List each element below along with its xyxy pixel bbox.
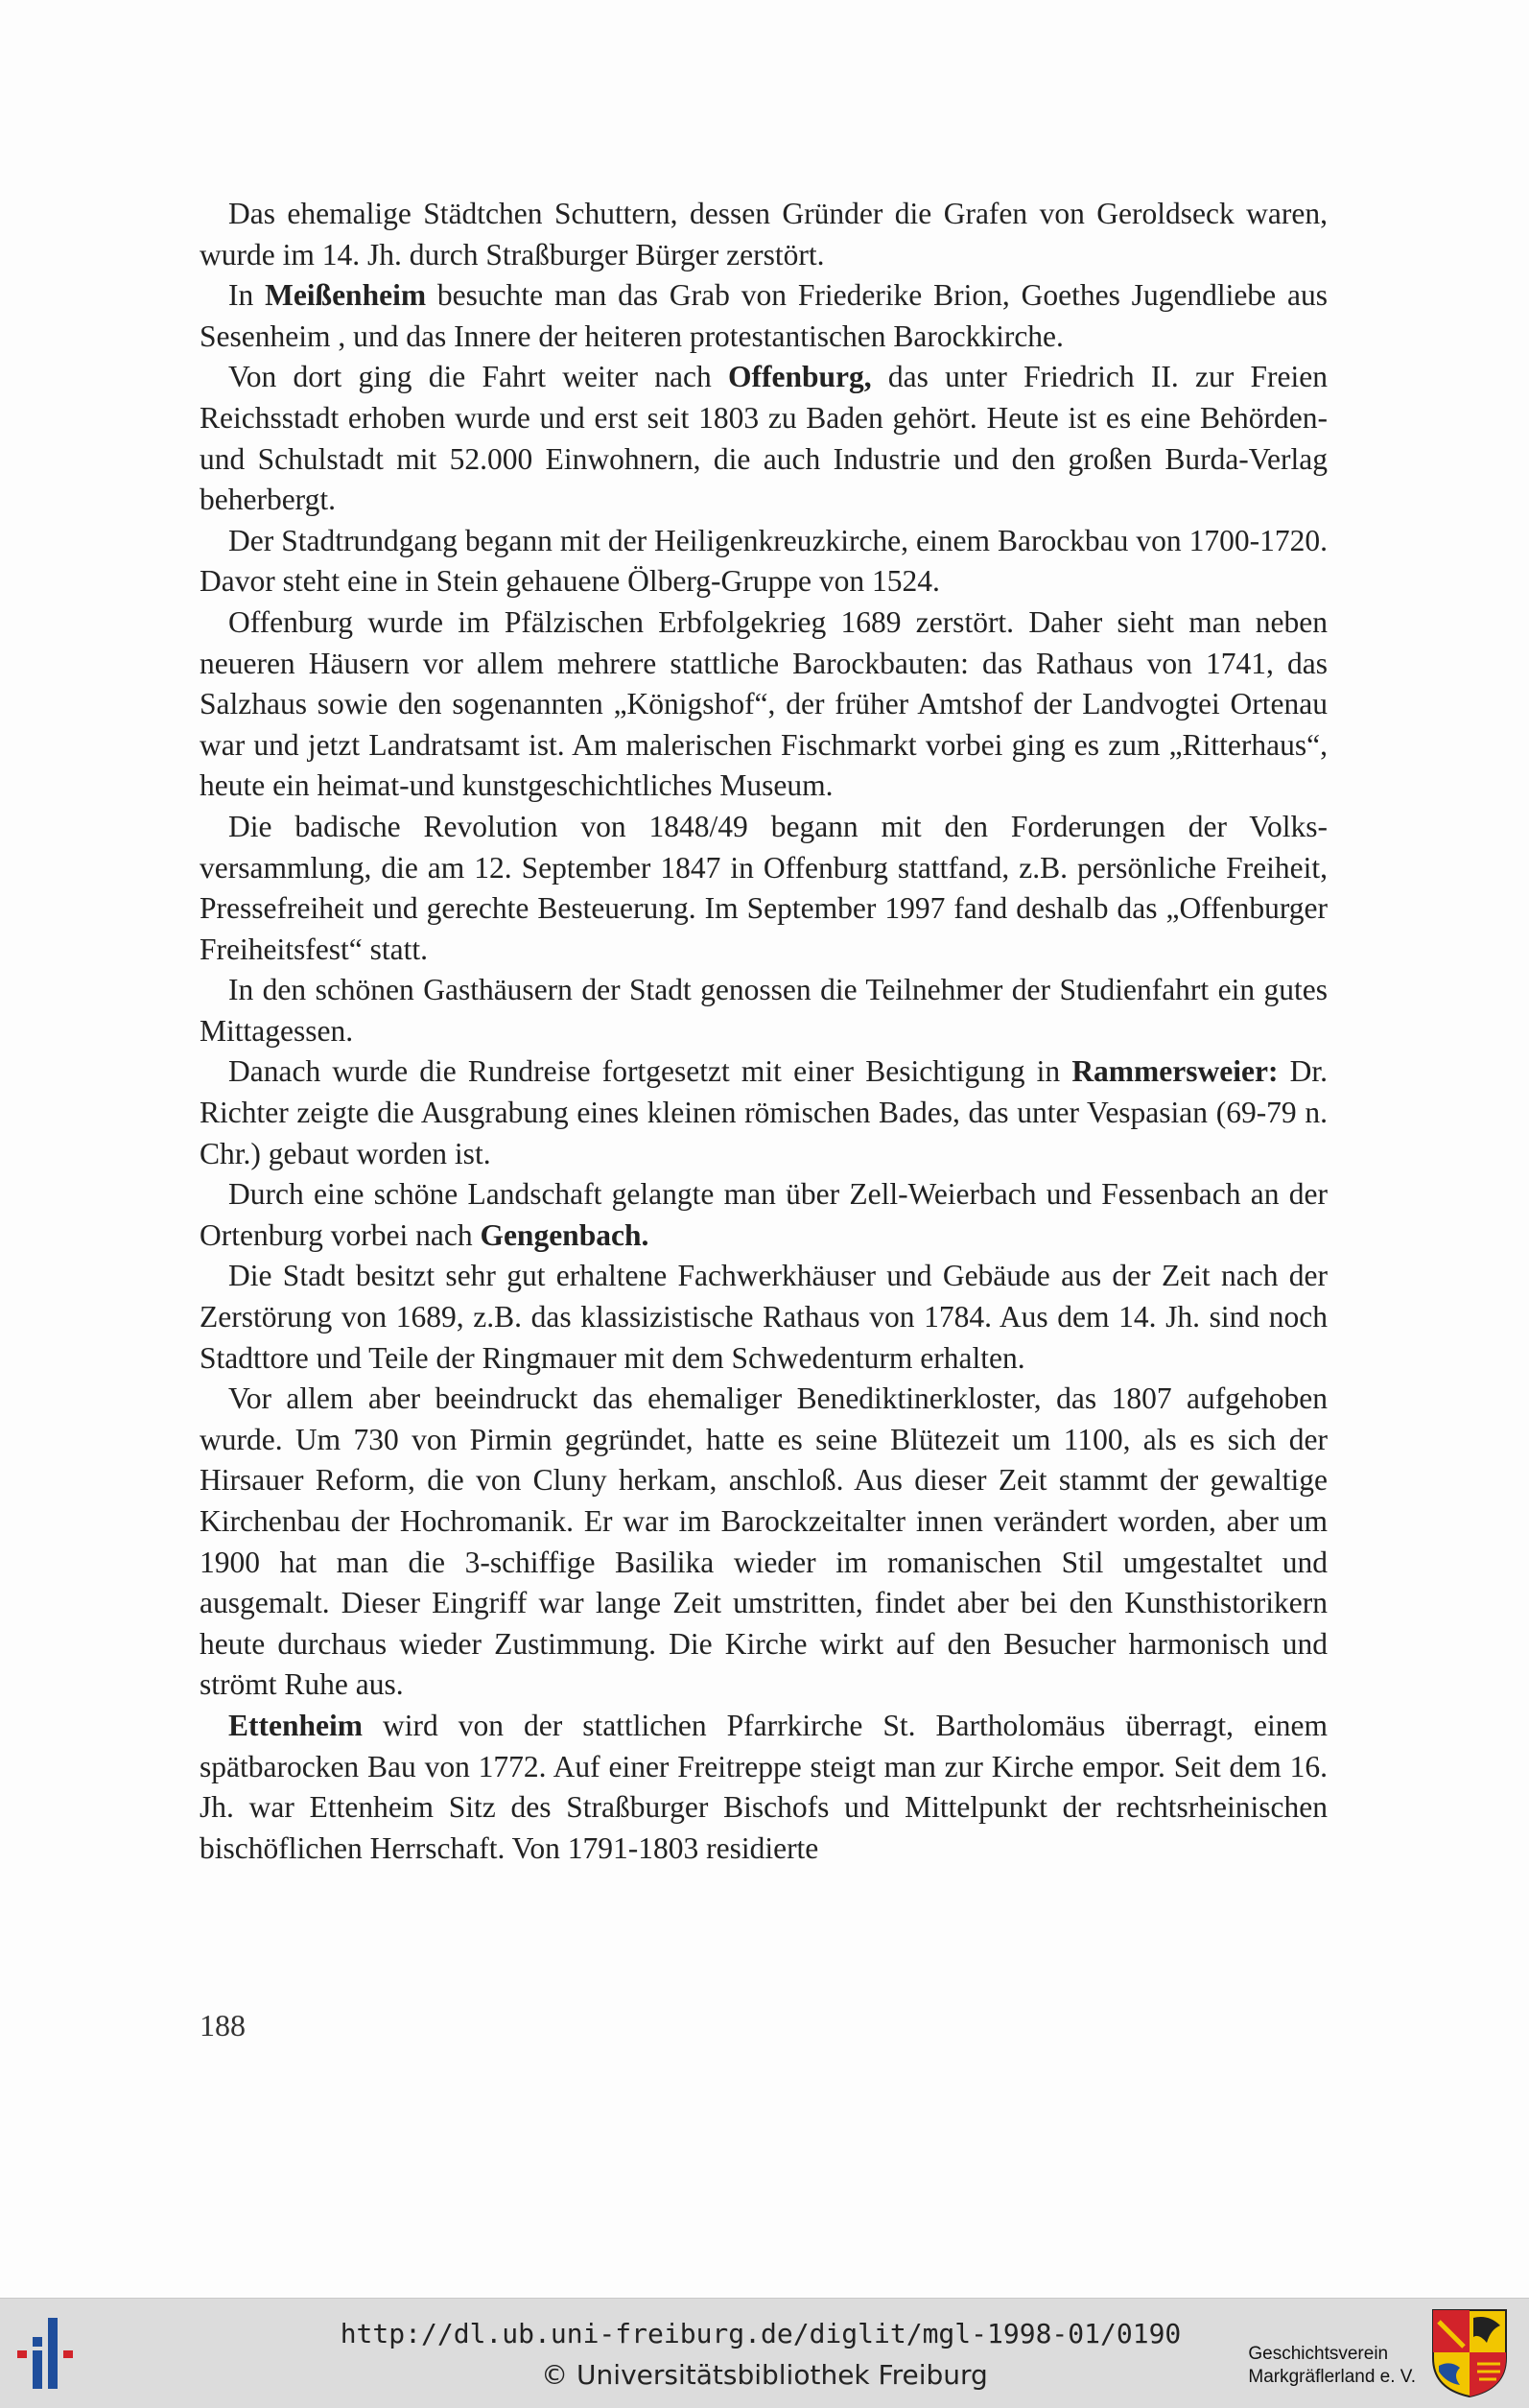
paragraph-text: Dr. Richter zeigte die Ausgrabung eines kleinen römischen Bades, das unter Vespasian (69-79 n. Chr.) gebaut worden ist. [200, 1054, 1328, 1170]
paragraph-text: Vor allem aber beeindruckt das ehemaliger Benediktinerkloster, das 1807 aufgehoben wurde. Um 730 von Pirmin gegründet, hatte es seine Blütezeit um 1100, als es sich der Hirsauer Reform, die von Cluny herkam, anschloß. Aus dieser Zeit stammt der gewaltige Kirchenbau der Hochromanik. Er war im Barockzeitalter innen verändert worden, aber um 1900 hat man die 3-schiffige Basilika wieder im romanischen Stil umgestaltet und ausgemalt. Dieser Eingriff war lange Zeit umstritten, findet aber bei den Kunsthistorikern heute durchaus wieder Zustimmung. Die Kirche wirkt auf den Besucher harmonisch und strömt Ruhe aus. [200, 1381, 1328, 1702]
place-name: Rammersweier: [1071, 1054, 1279, 1089]
association-name [1248, 2343, 1416, 2389]
paragraph-text: Durch eine schöne Landschaft gelangte man über Zell-Weierbach und Fessenbach an der Ortenburg vorbei nach [200, 1177, 1328, 1252]
place-name: Meißenheim [265, 278, 427, 313]
paragraph [200, 807, 1328, 970]
footer-copyright: © Universitätsbibliothek Freiburg [541, 2359, 988, 2391]
paragraph [200, 1051, 1328, 1174]
association-line-2: Markgräflerland e. V. [1248, 2367, 1416, 2387]
place-name: Gengenbach. [480, 1217, 649, 1252]
paragraph [200, 1379, 1328, 1706]
body-text [200, 194, 1328, 1869]
paragraph [200, 602, 1328, 807]
paragraph-text: das unter Friedrich II. zur Freien Reichsstadt erhoben wurde und erst seit 1803 zu Baden gehört. Heute ist es eine Behörden- und Schulstadt mit 52.000 Einwohnern, die auch Industrie und den großen Burda-Verlag beherbergt. [200, 360, 1328, 517]
place-name: Offenburg, [728, 360, 872, 394]
paragraph-text: wird von der stattlichen Pfarrkirche St. Bartholomäus überragt, einem spätbarocken Bau von 1772. Auf einer Freitreppe steigt man zur Kirche empor. Seit dem 16. Jh. war Ettenheim Sitz des Straßburger Bischofs und Mittelpunkt der rechtsrheinischen bischöflichen Herrschaft. Von 1791-1803 residierte [200, 1708, 1328, 1865]
paragraph-text: Danach wurde die Rundreise fortgesetzt mit einer Besichtigung in [228, 1054, 1072, 1089]
page-number: 188 [200, 2008, 246, 2042]
paragraph [200, 521, 1328, 602]
footer-url-link[interactable]: http://dl.ub.uni-freiburg.de/diglit/mgl-1998-01/0190 [340, 2318, 1182, 2349]
paragraph-text: Die badische Revolution von 1848/49 begann mit den Forderungen der Volksversammlung, die am 12. September 1847 in Offenburg stattfand, z.B. persönliche Freiheit, Pressefreiheit und gerechte Besteuerung. Im September 1997 fand deshalb das „Offenburger Freiheitsfest“ statt. [200, 809, 1328, 966]
paragraph-text: Offenburg wurde im Pfälzischen Erbfolgekrieg 1689 zerstört. Daher sieht man neben neueren Häusern vor allem mehrere stattliche Barockbauten: das Rathaus von 1741, das Salzhaus sowie den sogenannten „Königshof“, der früher Amtshof der Landvogtei Ortenau war und jetzt Landratsamt ist. Am malerischen Fischmarkt vorbei ging es zum „Ritterhaus“, heute ein heimat-und kunstgeschichtliches Museum. [200, 604, 1328, 803]
paragraph [200, 970, 1328, 1051]
place-name: Ettenheim [228, 1708, 363, 1742]
footer-bar [0, 2298, 1529, 2408]
coat-of-arms-icon[interactable] [1431, 2308, 1508, 2398]
association-line-1: Geschichtsverein [1248, 2344, 1389, 2364]
paragraph-text: Von dort ging die Fahrt weiter nach [228, 360, 728, 394]
paragraph [200, 194, 1328, 275]
paragraph [200, 357, 1328, 520]
paragraph [200, 1174, 1328, 1256]
paragraph [200, 1706, 1328, 1869]
paragraph [200, 1256, 1328, 1379]
paragraph [200, 275, 1328, 357]
paragraph-text: In [228, 278, 266, 313]
paragraph-text: besuchte man das Grab von Friederike Brion, Goethes Jugendliebe aus Sesenheim , und das Innere der heiteren protestantischen Barockkirche. [200, 278, 1328, 353]
paragraph-text: In den schönen Gasthäusern der Stadt genossen die Teilnehmer der Studienfahrt ein gutes Mittagessen. [200, 973, 1328, 1048]
paragraph-text: Der Stadtrundgang begann mit der Heiligenkreuzkirche, einem Barockbau von 1700-1720. Davor steht eine in Stein gehauene Ölberg-Gruppe von 1524. [200, 523, 1328, 599]
paragraph-text: Das ehemalige Städtchen Schuttern, dessen Gründer die Grafen von Geroldseck waren, wurde im 14. Jh. durch Straßburger Bürger zerstört. [200, 197, 1328, 271]
paragraph-text: Die Stadt besitzt sehr gut erhaltene Fachwerkhäuser und Gebäude aus der Zeit nach der Zerstörung von 1689, z.B. das klassizistische Rathaus von 1784. Aus dem 14. Jh. sind noch Stadttore und Teile der Ringmauer mit dem Schwedenturm erhalten. [200, 1259, 1328, 1375]
